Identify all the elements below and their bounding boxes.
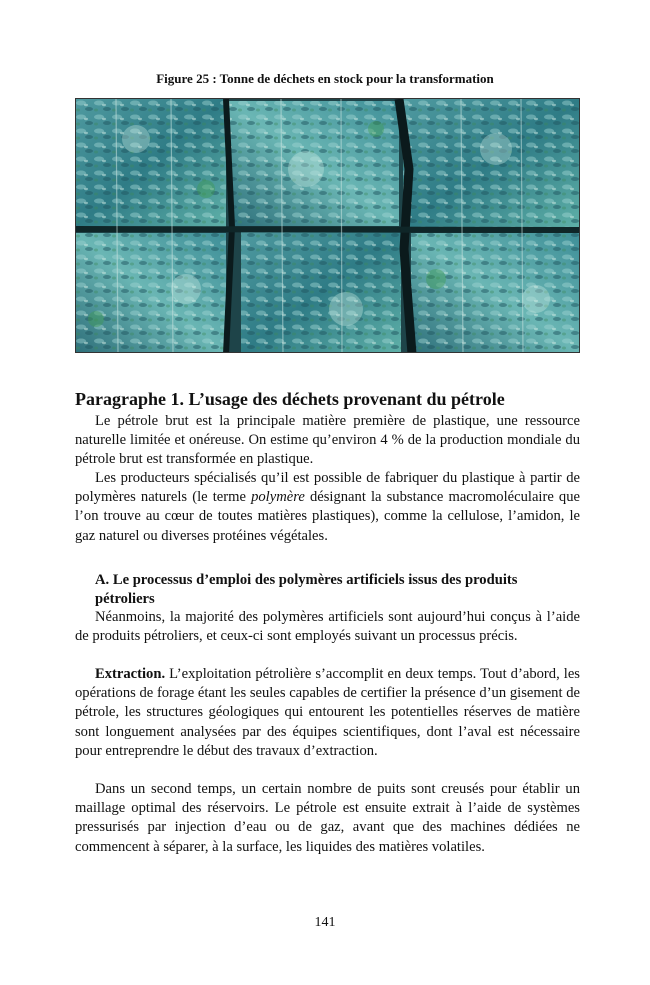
- subsection-paragraph-1: Néanmoins, la majorité des polymères artificiels sont aujourd’hui conçus à l’aide de produits pétroliers, et ceux-ci sont employés suivant un processus précis.: [75, 609, 580, 645]
- italic-term-polymere: polymère: [251, 489, 305, 506]
- extraction-text: L’exploitation pétrolière s’accomplit en deux temps. Tout d’abord, les opérations de forage étant les seules capables de certifier la présence d’un gisement de pétrole, les structures géologiques qui entourent les potentielles réserves de matière sont longuement analysées par des équipes scientifiques, dont l’aval est nécessaire pour entreprendre le début des travaux d’extraction.: [75, 666, 580, 759]
- figure-photo-plastic-bales: [75, 98, 580, 353]
- subsection-heading: A. Le processus d’emploi des polymères artificiels issus des produits pétroliers: [95, 572, 518, 608]
- subsection-paragraph-extraction: [75, 665, 580, 761]
- page-number: 141: [314, 915, 336, 930]
- extraction-label: Extraction.: [95, 666, 166, 682]
- bale-row-bottom: [76, 231, 580, 353]
- bale-row-top: [76, 99, 580, 227]
- section-heading: Paragraphe 1. L’usage des déchets provenant du pétrole: [75, 389, 505, 409]
- paragraph-2-text-end: désignant la substance macromoléculaire que l’on trouve au cœur de toutes matières plastiques), comme la cellulose, l’amidon, le gaz naturel ou diverses protéines végétales.: [75, 489, 580, 544]
- paragraph-2-text-start: Les producteurs spécialisés qu’il est possible de fabriquer du plastique à partir de polymères naturels (le terme: [75, 470, 580, 506]
- section-paragraph-1: Le pétrole brut est la principale matière première de plastique, une ressource naturelle limitée et onéreuse. On estime qu’environ 4 % de la production mondiale du pétrole brut est transformée en plastique.: [75, 413, 580, 468]
- figure-caption: Figure 25 : Tonne de déchets en stock pour la transformation: [156, 71, 494, 86]
- section-paragraph-2: [75, 469, 580, 546]
- subsection-paragraph-3: Dans un second temps, un certain nombre de puits sont creusés pour établir un maillage optimal des réservoirs. Le pétrole est ensuite extrait à l’aide de systèmes pressurisés par injection d’eau ou de gaz, avant que des machines dédiées ne commencent à séparer, à la surface, les liquides des matières volatiles.: [75, 781, 580, 855]
